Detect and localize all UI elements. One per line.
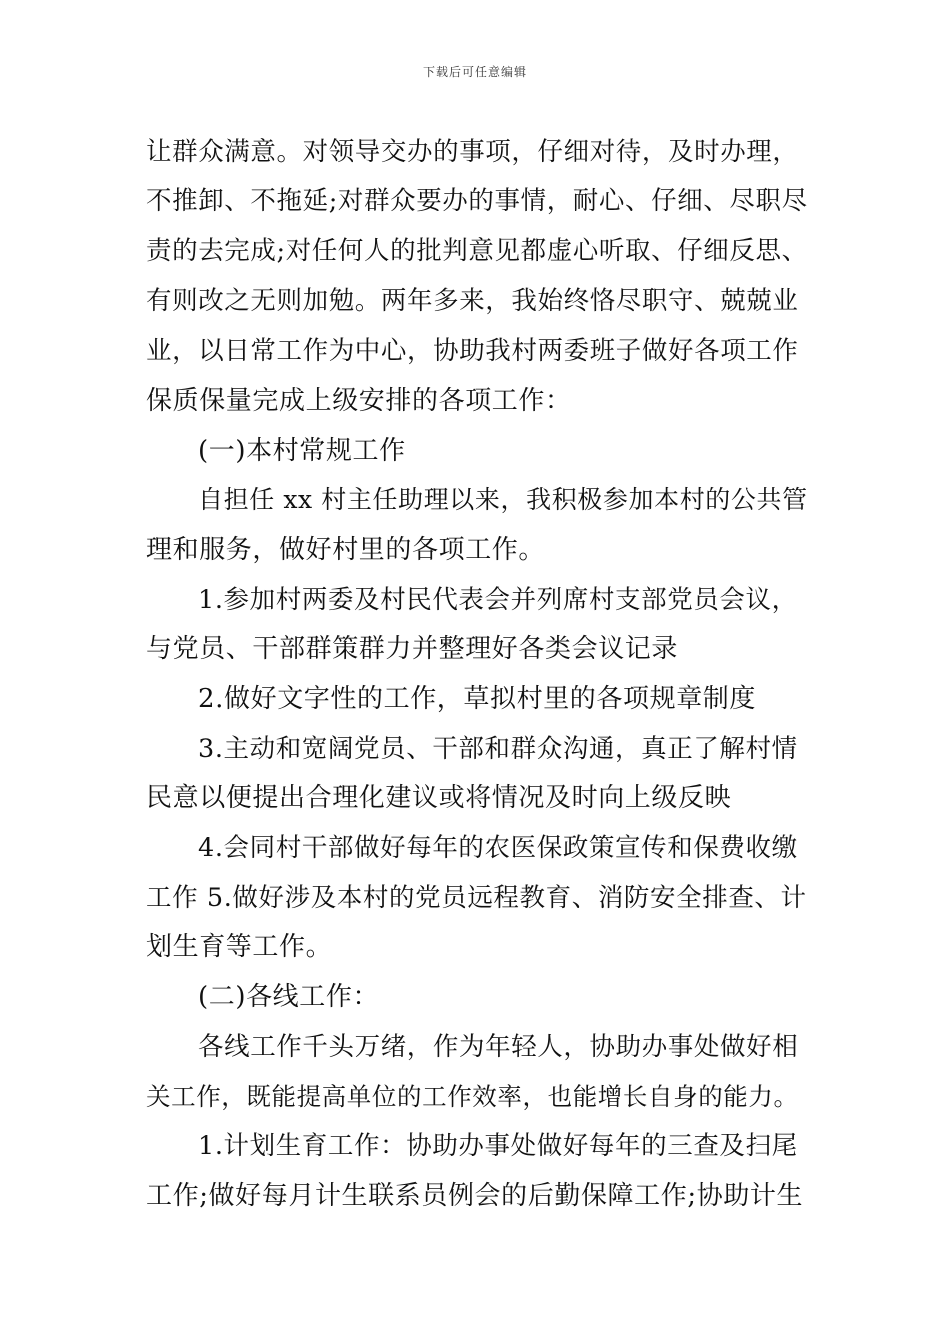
text-line: 理和服务，做好村里的各项工作。: [146, 535, 546, 565]
text-line: 划生育等工作。: [146, 932, 333, 962]
text-line: 不推卸、不拖延;对群众要办的事情，耐心、仔细、尽职尽: [146, 186, 808, 216]
text-line: 工作 5.做好涉及本村的党员远程教育、消防安全排查、计: [146, 883, 807, 913]
list-item: 4.会同村干部做好每年的农医保政策宣传和保费收缴: [198, 833, 798, 863]
text-line: 业，以日常工作为中心，协助我村两委班子做好各项工作: [146, 336, 799, 366]
text-line: 民意以便提出合理化建议或将情况及时向上级反映: [146, 783, 732, 813]
text-line: 关工作，既能提高单位的工作效率，也能增长自身的能力。: [146, 1082, 799, 1111]
text-line: 自担任 xx 村主任助理以来，我积极参加本村的公共管: [198, 485, 808, 514]
text-line: 责的去完成;对任何人的批判意见都虚心听取、仔细反思、: [146, 236, 808, 266]
list-item: 1.参加村两委及村民代表会并列席村支部党员会议，: [198, 585, 798, 615]
text-line: 有则改之无则加勉。两年多来，我始终恪尽职守、兢兢业: [146, 286, 799, 316]
text-line: 工作;做好每月计生联系员例会的后勤保障工作;协助计生: [146, 1181, 804, 1211]
text-line: 各线工作千头万绪，作为年轻人，协助办事处做好相: [198, 1032, 799, 1062]
page-header: 下载后可任意编辑: [422, 65, 527, 79]
list-item: 3.主动和宽阔党员、干部和群众沟通，真正了解村情: [198, 734, 798, 764]
text-line: 让群众满意。对领导交办的事项，仔细对待，及时办理，: [146, 137, 799, 167]
list-item: 1.计划生育工作：协助办事处做好每年的三查及扫尾: [198, 1131, 798, 1161]
section-heading: (二)各线工作：: [198, 982, 380, 1012]
list-item: 2.做好文字性的工作，草拟村里的各项规章制度: [198, 684, 757, 714]
text-line: 与党员、干部群策群力并整理好各类会议记录: [146, 634, 679, 664]
section-heading: (一)本村常规工作: [198, 436, 406, 466]
text-line: 保质保量完成上级安排的各项工作：: [146, 386, 572, 416]
